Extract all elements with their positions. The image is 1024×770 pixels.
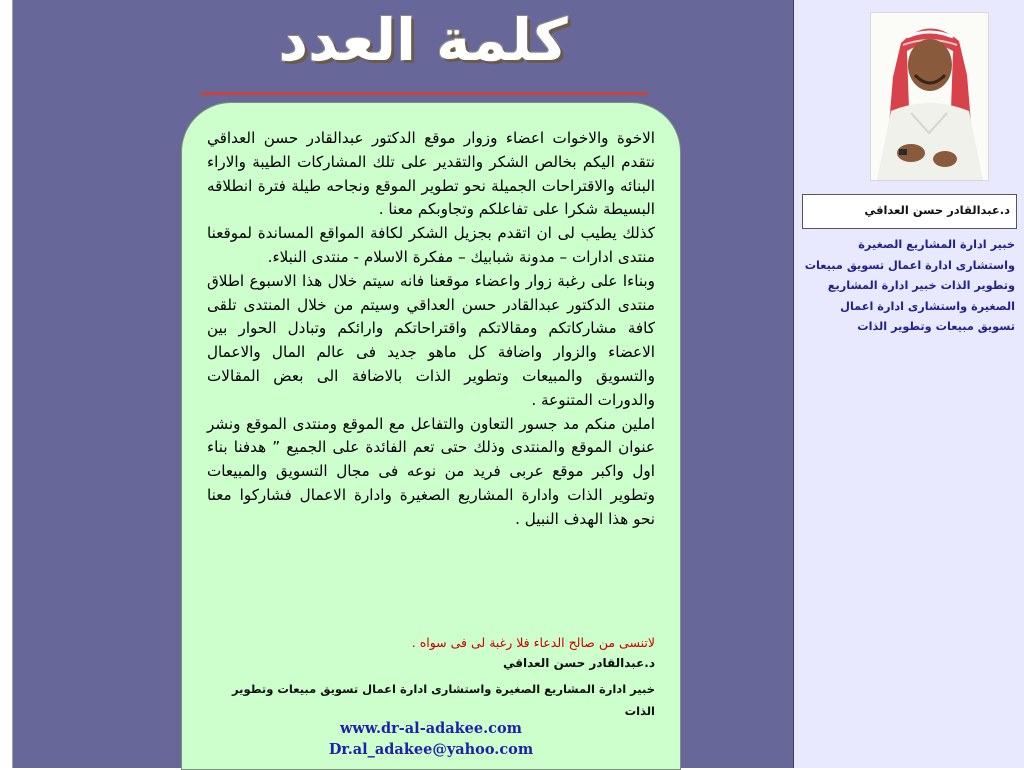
title-divider <box>201 92 648 95</box>
main-panel <box>13 0 794 768</box>
author-photo-icon <box>871 13 988 180</box>
article-paragraph-4: املين منكم مد جسور التعاون والتفاعل مع الموقع ومنتدى الموقع ونشر عنوان الموقع والمنتدى وذلك حتى تعم الفائدة على الجميع ” هدفنا بناء اول واكبر موقع عربى فريد من نوعه فى مجال التسويق والمبيعات وتطوير الذات وادارة المشاريع الصغيرة وادارة الاعمال فشاركوا معنا نحو هذا الهدف النبيل . <box>207 414 655 528</box>
website-link[interactable]: www.dr-al-adakee.com <box>339 720 523 737</box>
article-paragraph-2: كذلك يطيب لى ان اتقدم بجزيل الشكر لكافة المواقع المساندة لموقعنا منتدى ادارات – مدونة شبابيك – مفكرة الاسلام - منتدى النبلاء. <box>207 224 655 266</box>
author-photo <box>870 12 989 181</box>
signature-name: د.عبدالقادر حسن العداقي <box>502 656 655 670</box>
article-body <box>207 127 655 532</box>
article-card <box>181 102 681 770</box>
article-paragraph-3: وبناءا على رغبة زوار واعضاء موقعنا فانه سيتم خلال هذا الاسبوع اطلاق منتدى الدكتور عبدالقادر حسن العداقي وسيتم من خلال المنتدى تلقى كافة مشاركاتكم ومقالاتكم واقتراحاتكم وارائكم وتبادل الحوار بين الاعضاء والزوار واضافة كل ماهو جديد فى عالم المال والاعمال والتسويق والمبيعات وتطوير الذات بالاضافة الى بعض المقالات والدورات المتنوعة . <box>207 271 655 409</box>
sidebar-name-box <box>802 194 1017 229</box>
email-link[interactable]: Dr.al_adakee@yahoo.com <box>328 741 534 758</box>
sidebar-title: خبير ادارة المشاريع الصغيرة واستشارى ادارة اعمال تسويق مبيعات وتطوير الذات خبير ادارة المشاريع الصغيرة واستشارى ادارة اعمال تسويق مبيعات وتطوير الذات <box>804 238 1015 333</box>
article-paragraph-1: الاخوة والاخوات اعضاء وزوار موقع الدكتور عبدالقادر حسن العداقي نتقدم اليكم بخالص الشكر والتقدير على تلك المشاركات الطيبة والاراء البنائه والاقتراحات الجميلة نحو تطوير الموقع ونجاحه طيلة فترة انطلاقه البسيطة شكرا على تفاعلكم وتجاوبكم معنا . <box>207 129 655 219</box>
sidebar-name: د.عبدالقادر حسن العداقي <box>864 203 1010 217</box>
prayer-note: لاتنسى من صالح الدعاء فلا رغبة لى فى سواه . <box>411 635 655 650</box>
left-margin-strip <box>0 0 13 768</box>
page-title: كلمة العدد <box>278 6 568 74</box>
signature-title: خبير ادارة المشاريع الصغيرة واستشارى ادارة اعمال تسويق مبيعات وتطوير الذات <box>232 682 655 718</box>
